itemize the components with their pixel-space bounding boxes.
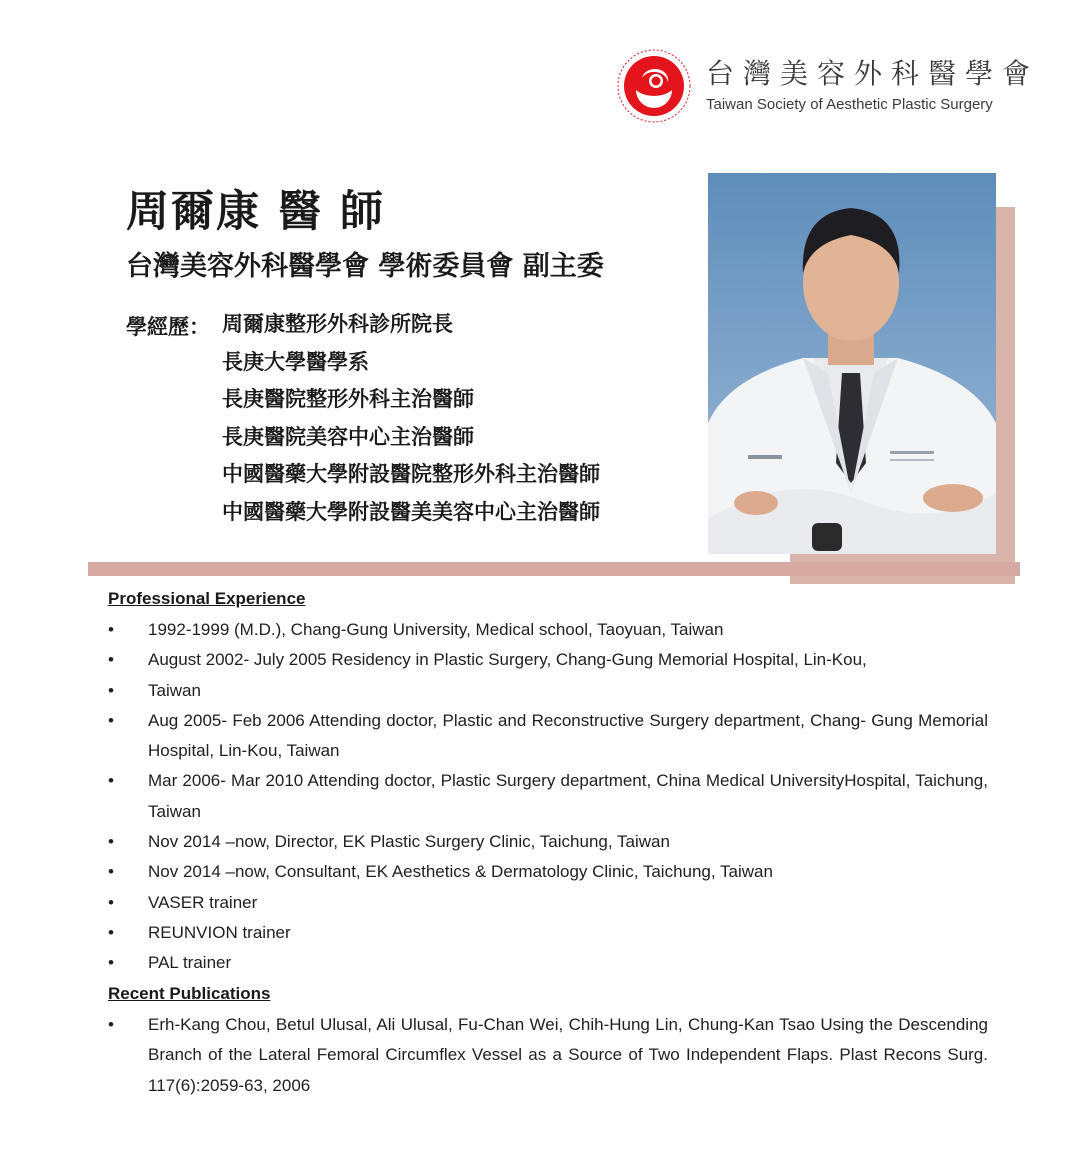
society-logo bbox=[616, 48, 1040, 130]
education-item: 周爾康整形外科診所院長 bbox=[222, 312, 453, 336]
doctor-photo bbox=[708, 173, 996, 554]
list-item: • PAL trainer bbox=[108, 948, 988, 978]
doctor-name: 周爾康 醫 師 bbox=[126, 187, 385, 237]
list-item: • Nov 2014 –now, Director, EK Plastic Surgery Clinic, Taichung, Taiwan bbox=[108, 827, 988, 857]
list-item: • 1992-1999 (M.D.), Chang-Gung University, Medical school, Taoyuan, Taiwan bbox=[108, 615, 988, 645]
list-item: • Erh-Kang Chou, Betul Ulusal, Ali Ulusal, Fu-Chan Wei, Chih-Hung Lin, Chung-Kan Tsao Using the Descending Branch of the Lateral Femoral Circumflex Vessel as a Source of Two Independent Flaps. Plast Recons Surg. 117(6):2059-63, 2006 bbox=[108, 1010, 988, 1101]
publications-heading: Recent Publications bbox=[108, 984, 271, 1003]
society-name-en: Taiwan Society of Aesthetic Plastic Surgery bbox=[706, 96, 993, 113]
doctor-title: 台灣美容外科醫學會 學術委員會 副主委 bbox=[126, 251, 604, 282]
education-item: 中國醫藥大學附設醫美美容中心主治醫師 bbox=[222, 499, 600, 524]
society-seal-icon bbox=[616, 48, 692, 124]
list-item: • Nov 2014 –now, Consultant, EK Aesthetics & Dermatology Clinic, Taichung, Taiwan bbox=[108, 857, 988, 887]
education-item: 長庚醫院整形外科主治醫師 bbox=[222, 387, 474, 411]
list-item: • Mar 2006- Mar 2010 Attending doctor, Plastic Surgery department, China Medical UniversityHospital, Taichung, Taiwan bbox=[108, 766, 988, 827]
doctor-portrait-illustration bbox=[708, 173, 996, 554]
publications-list bbox=[108, 1010, 988, 1101]
list-item: • REUNVION trainer bbox=[108, 918, 988, 948]
list-item: • Aug 2005- Feb 2006 Attending doctor, Plastic and Reconstructive Surgery department, Chang- Gung Memorial Hospital, Lin-Kou, Taiwan bbox=[108, 706, 988, 767]
experience-list bbox=[108, 615, 988, 979]
education-label: 學經歷： bbox=[126, 315, 210, 339]
education-item: 長庚大學醫學系 bbox=[222, 349, 369, 374]
society-name-zh: 台灣美容外科醫學會 bbox=[706, 57, 1040, 90]
education-item: 長庚醫院美容中心主治醫師 bbox=[222, 424, 474, 449]
experience-heading: Professional Experience bbox=[108, 589, 306, 608]
list-item: • August 2002- July 2005 Residency in Plastic Surgery, Chang-Gung Memorial Hospital, Lin-Kou, bbox=[108, 645, 988, 675]
list-item: • VASER trainer bbox=[108, 888, 988, 918]
list-item: • Taiwan bbox=[108, 676, 988, 706]
education-list bbox=[222, 311, 600, 536]
section-divider bbox=[88, 562, 1020, 576]
education-item: 中國醫藥大學附設醫院整形外科主治醫師 bbox=[222, 462, 600, 486]
